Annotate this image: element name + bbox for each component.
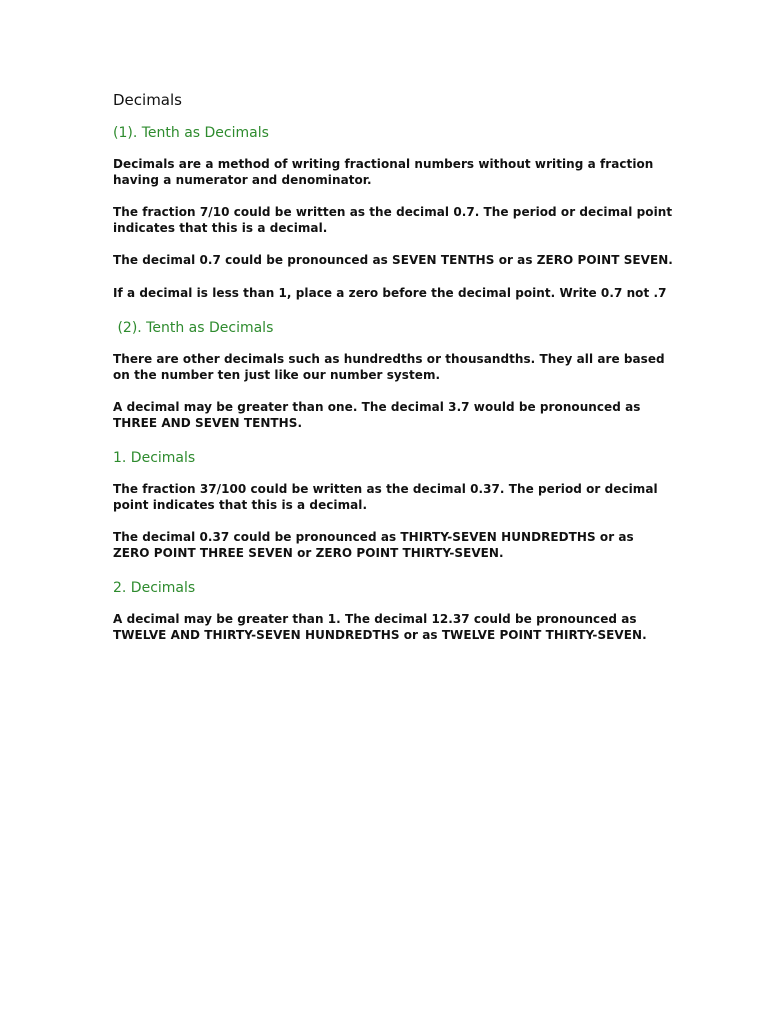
paragraph: If a decimal is less than 1, place a zero before the decimal point. Write 0.7 not .7 (113, 285, 667, 300)
paragraph: There are other decimals such as hundredths or thousandths. They all are based on the number ten just like our number system. (113, 352, 665, 382)
paragraph: The fraction 37/100 could be written as the decimal 0.37. The period or decimal point indicates that this is a decimal. (113, 482, 658, 512)
section-heading: 1. Decimals (113, 450, 196, 466)
page-title: Decimals (113, 91, 182, 109)
paragraph: Decimals are a method of writing fractional numbers without writing a fraction having a numerator and denominator. (113, 157, 654, 187)
section-tenth-as-decimals-1 (113, 123, 673, 301)
paragraph: A decimal may be greater than one. The decimal 3.7 would be pronounced as THREE AND SEVEN TENTHS. (113, 400, 641, 430)
section-heading: (1). Tenth as Decimals (113, 125, 269, 141)
section-heading: 2. Decimals (113, 580, 196, 596)
section-tenth-as-decimals-2 (113, 318, 673, 431)
section-decimals-1 (113, 448, 673, 561)
paragraph: The decimal 0.7 could be pronounced as SEVEN TENTHS or as ZERO POINT SEVEN. (113, 253, 673, 267)
section-decimals-2 (113, 578, 673, 643)
paragraph: The fraction 7/10 could be written as the decimal 0.7. The period or decimal point indicates that this is a decimal. (113, 205, 673, 235)
section-heading: (2). Tenth as Decimals (113, 320, 274, 336)
paragraph: A decimal may be greater than 1. The decimal 12.37 could be pronounced as TWELVE AND THIRTY-SEVEN HUNDREDTHS or as TWELVE POINT THIRTY-SEVEN. (113, 612, 647, 642)
document-page (113, 90, 673, 660)
paragraph: The decimal 0.37 could be pronounced as THIRTY-SEVEN HUNDREDTHS or as ZERO POINT THREE SEVEN or ZERO POINT THIRTY-SEVEN. (113, 530, 634, 560)
